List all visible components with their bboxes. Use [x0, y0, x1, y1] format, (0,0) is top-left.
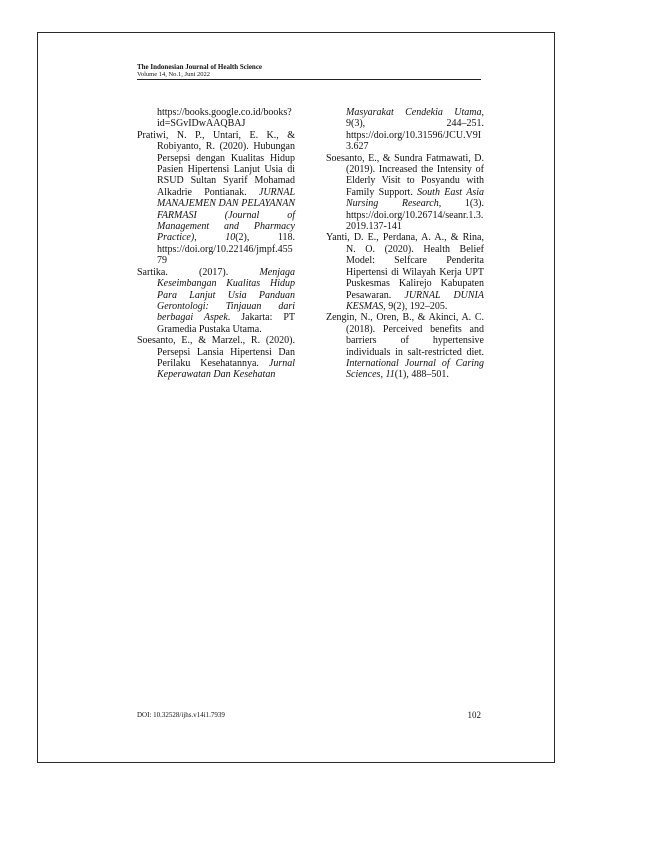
reference-text: (2), 118. https://doi.org/10.22146/jmpf.45579 — [157, 232, 295, 267]
reference-text: Zengin, N., Oren, B., & Akinci, A. C. (2018). Perceived benefits and barriers of hypertensive individuals in salt-restricted diet. — [326, 312, 484, 358]
reference-italic-text: Masyarakat Cendekia Utama — [346, 107, 482, 118]
reference-text: , — [194, 232, 226, 244]
running-header — [137, 64, 481, 80]
header-rule — [137, 79, 481, 80]
reference-italic-text: Jurnal Keperawatan Dan Kesehatan — [157, 357, 295, 381]
reference-entry — [326, 153, 484, 233]
reference-text: https://books.google.co.id/books?id=SGvIDwAAQBAJ — [157, 107, 292, 130]
journal-volume: Volume 14, No.1, Juni 2022 — [137, 71, 211, 78]
reference-entry — [137, 130, 295, 267]
reference-text: . Jakarta: PT Gramedia Pustaka Utama. — [157, 312, 295, 335]
reference-text: , 9(3), 244–251. https://doi.org/10.31596/JCU.V9I3.627 — [346, 107, 484, 153]
references-left-column — [137, 107, 295, 381]
reference-entry — [137, 107, 295, 130]
reference-text: , — [380, 369, 386, 381]
reference-italic-text: Menjaga Keseimbangan Kualitas Hidup Para Lanjut Usia Panduan Gerontologi: Tinjauan dari berbagai Aspek — [157, 266, 295, 324]
reference-text: , 1(3). https://doi.org/10.26714/seanr.1.3.2019.137-141 — [346, 198, 484, 233]
reference-text: Sartika. (2017). — [137, 266, 260, 278]
journal-title: The Indonesian Journal of Health Science — [137, 63, 263, 71]
reference-entry — [326, 232, 484, 312]
reference-text: , 9(2), 192–205. — [383, 300, 448, 312]
reference-italic-text: JURNAL MANAJEMEN DAN PELAYANAN FARMASI (Journal of Management and Pharmacy Practice) — [157, 186, 295, 244]
reference-italic-text: 11 — [385, 369, 395, 381]
reference-text: Soesanto, E., & Marzel., R. (2020). Persepsi Lansia Hipertensi Dan Perilaku Kesehatannya. — [137, 335, 295, 369]
reference-italic-text: 10 — [225, 232, 236, 244]
page-number: 102 — [467, 710, 481, 720]
reference-entry — [137, 335, 295, 381]
reference-text: Pratiwi, N. P., Untari, E. K., & Robiyanto, R. (2020). Hubungan Persepsi dengan Kualitas Hidup Pasien Hipertensi Lanjut Usia di RSUD Sultan Syarif Mohamad Alkadrie Pontianak. — [137, 129, 295, 198]
reference-text: Soesanto, E., & Sundra Fatmawati, D. (2019). Increased the Intensity of Elderly Visit to Posyandu with Family Support. — [326, 152, 484, 198]
reference-entry — [326, 312, 484, 380]
reference-entry — [326, 107, 484, 153]
reference-italic-text: JURNAL DUNIA KESMAS — [346, 289, 484, 312]
reference-text: (1), 488–501. — [394, 369, 449, 381]
references-right-column — [326, 107, 484, 381]
footer-doi: DOI: 10.32528/ijhs.v14i1.7939 — [137, 711, 225, 719]
reference-italic-text: South East Asia Nursing Research — [346, 186, 484, 210]
reference-text: Yanti, D. E., Perdana, A. A., & Rina, N. O. (2020). Health Belief Model: Selfcare Penderita Hipertensi di Wilayah Kerja UPT Puskesmas Kalirejo Kabupaten Pesawaran. — [326, 232, 484, 301]
reference-italic-text: International Journal of Caring Sciences — [346, 357, 484, 381]
reference-entry — [137, 267, 295, 335]
